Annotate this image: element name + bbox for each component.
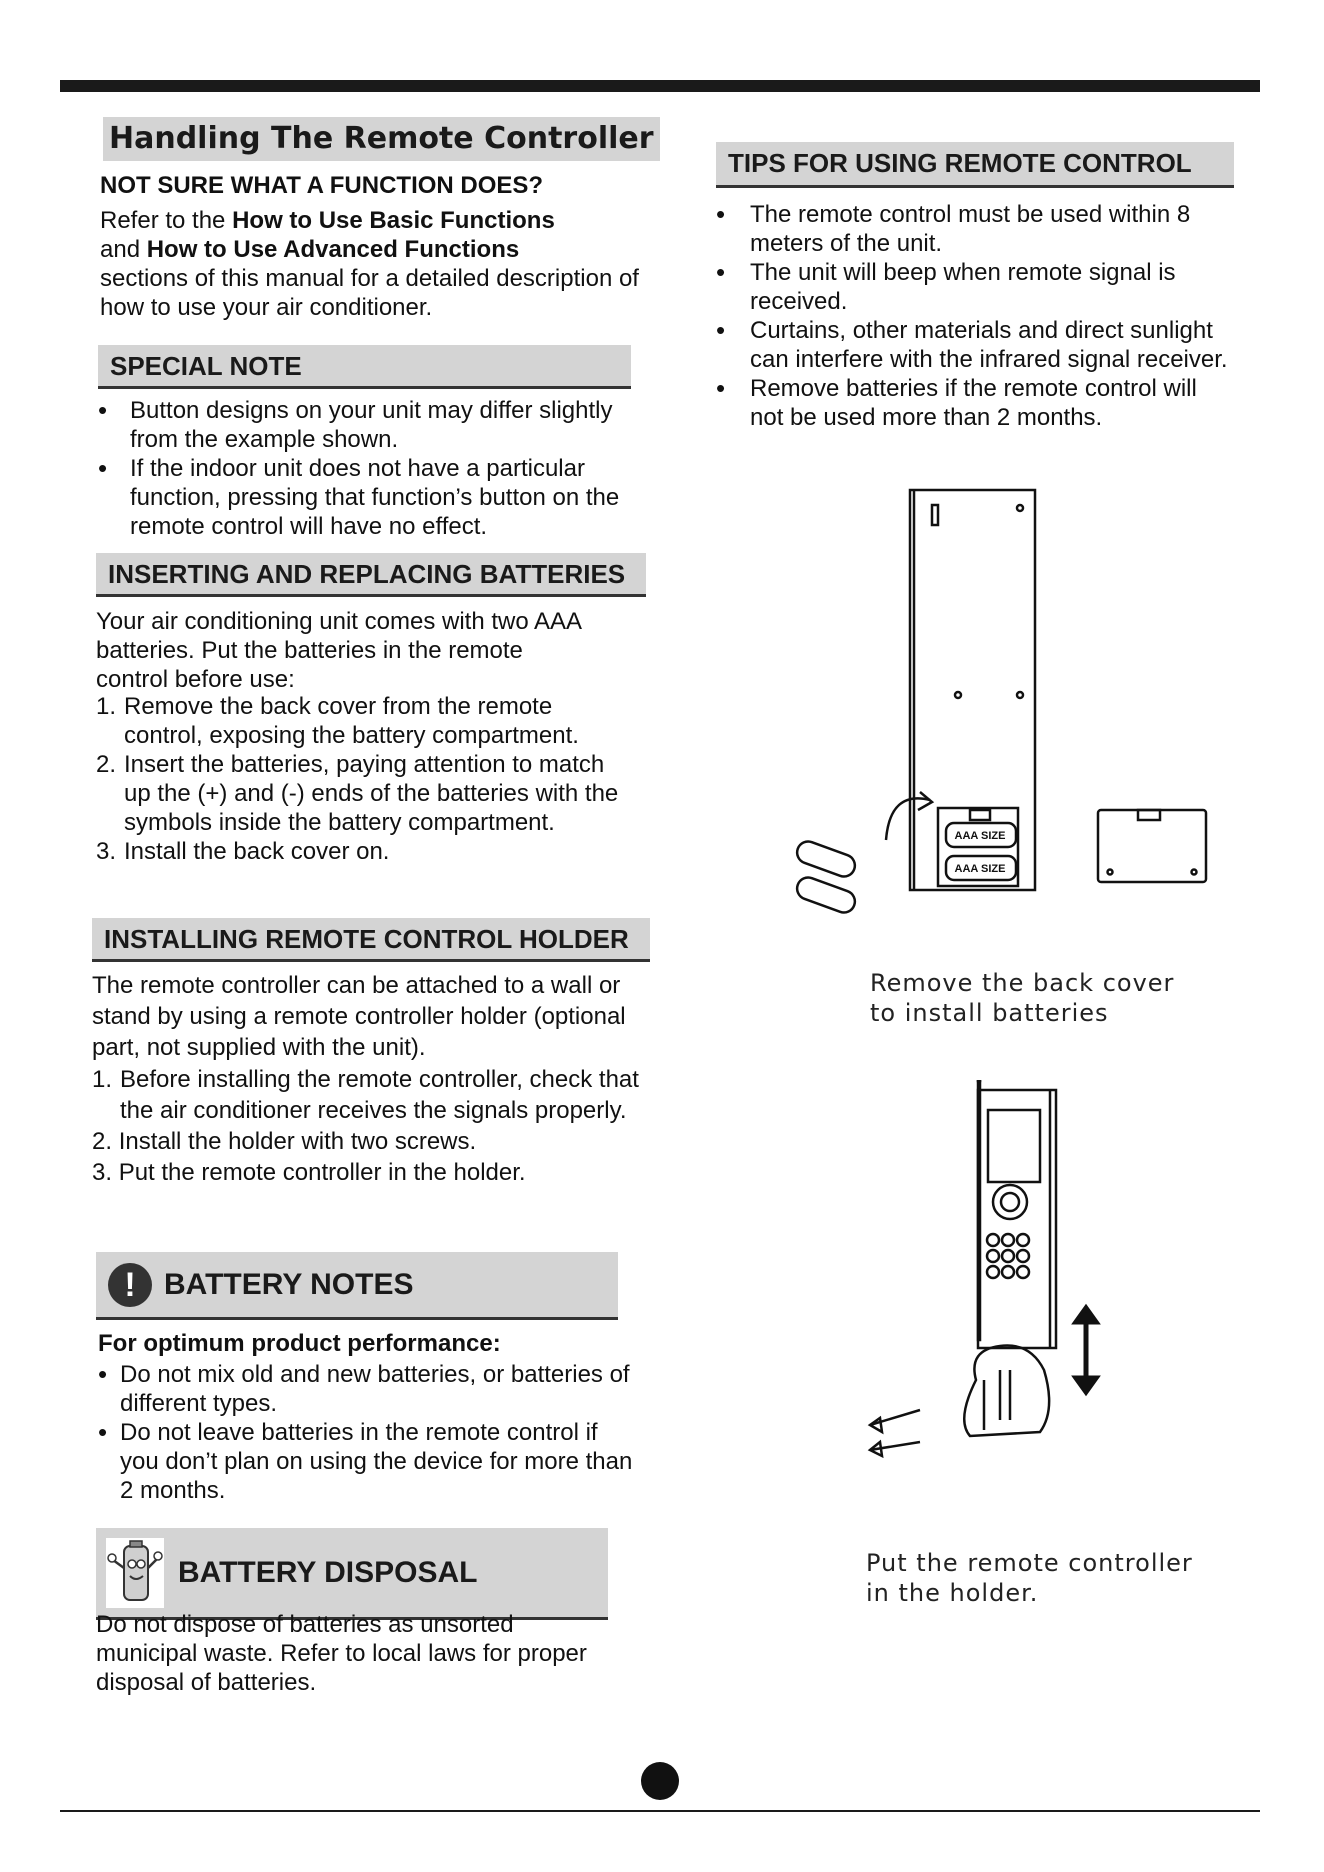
top-rule: [60, 80, 1260, 92]
basic-functions-ref: How to Use Basic Functions: [232, 207, 555, 234]
battery-notes-heading: [96, 1252, 618, 1320]
holder-intro: The remote controller can be attached to a wall or stand by using a remote controller holder (optional part, not supplied with the unit).: [92, 972, 626, 1061]
battery-size-label: AAA SIZE: [954, 830, 1006, 842]
list-item: • Remove batteries if the remote control will not be used more than 2 months.: [716, 374, 1236, 432]
function-heading: NOT SURE WHAT A FUNCTION DOES?: [100, 172, 544, 199]
figure1-caption: [870, 968, 1174, 1028]
battery-disposal-title: BATTERY DISPOSAL: [178, 1555, 478, 1589]
page-title: Handling The Remote Controller: [103, 117, 660, 161]
list-item: • Button designs on your unit may differ slightly from the example shown.: [98, 396, 638, 454]
function-text-2: and: [100, 236, 147, 263]
page-marker-dot: [641, 1762, 679, 1800]
function-text-3: sections of this manual for a detailed description of how to use your air conditioner.: [100, 265, 639, 321]
step-text: Insert the batteries, paying attention to match up the (+) and (-) ends of the batteries with the symbols inside the battery compartment.: [124, 751, 619, 836]
figure2-caption: [866, 1548, 1193, 1608]
list-item: [96, 692, 636, 750]
caption-line: to install batteries: [870, 999, 1109, 1027]
list-item: [92, 1157, 652, 1188]
list-item: • Do not leave batteries in the remote control if you don’t plan on using the device for more than 2 months.: [98, 1418, 638, 1505]
list-item: [96, 750, 636, 837]
battery-disposal-text: Do not dispose of batteries as unsorted municipal waste. Refer to local laws for proper disposal of batteries.: [96, 1611, 587, 1696]
special-note-heading: SPECIAL NOTE: [98, 345, 631, 389]
step-number: 1.: [96, 693, 117, 720]
list-item: • Curtains, other materials and direct sunlight can interfere with the infrared signal receiver.: [716, 316, 1236, 374]
step-number: 3.: [96, 838, 117, 865]
bottom-rule: [60, 1810, 1260, 1812]
remote-holder-illustration: [860, 1080, 1120, 1520]
list-item: [96, 837, 636, 866]
tips-list: [716, 200, 1236, 432]
list-item: • Do not mix old and new batteries, or batteries of different types.: [98, 1360, 638, 1418]
step-number: 2.: [96, 751, 117, 778]
battery-notes-list: [98, 1360, 638, 1505]
list-item: [92, 1126, 652, 1157]
battery-size-label: AAA SIZE: [954, 863, 1006, 875]
list-item: [92, 1064, 652, 1126]
battery-mascot-icon: [106, 1538, 164, 1608]
step-number: 1.: [92, 1066, 113, 1093]
caption-line: in the holder.: [866, 1579, 1039, 1607]
step-text: Before installing the remote controller, check that the air conditioner receives the signals properly.: [120, 1066, 639, 1124]
holder-heading: INSTALLING REMOTE CONTROL HOLDER: [92, 918, 650, 962]
battery-notes-title: BATTERY NOTES: [164, 1267, 414, 1301]
batteries-steps: [96, 692, 636, 866]
battery-disposal-heading: [96, 1528, 608, 1620]
function-paragraph: [100, 206, 640, 322]
tips-heading: TIPS FOR USING REMOTE CONTROL: [716, 142, 1234, 188]
warning-icon: !: [108, 1263, 152, 1307]
step-text: Remove the back cover from the remote control, exposing the battery compartment.: [124, 693, 579, 749]
step-text: Put the remote controller in the holder.: [118, 1159, 526, 1186]
advanced-functions-ref: How to Use Advanced Functions: [146, 236, 520, 263]
list-item: • The remote control must be used within 8 meters of the unit.: [716, 200, 1236, 258]
list-item: • The unit will beep when remote signal is received.: [716, 258, 1236, 316]
batteries-heading: INSERTING AND REPLACING BATTERIES: [96, 553, 646, 597]
function-text-1: Refer to the: [100, 207, 233, 234]
step-text: Install the holder with two screws.: [118, 1128, 477, 1155]
step-number: 3.: [92, 1159, 113, 1186]
batteries-intro: Your air conditioning unit comes with two AAA batteries. Put the batteries in the remote control before use:: [96, 608, 581, 693]
caption-line: Remove the back cover: [870, 969, 1175, 997]
battery-notes-subheading: For optimum product performance:: [98, 1330, 501, 1357]
battery-install-illustration: [780, 480, 1220, 920]
list-item: • If the indoor unit does not have a particular function, pressing that function’s button on the remote control will have no effect.: [98, 454, 638, 541]
step-number: 2.: [92, 1128, 113, 1155]
step-text: Install the back cover on.: [124, 838, 390, 865]
special-note-list: [98, 396, 638, 541]
holder-steps: [92, 1064, 652, 1188]
caption-line: Put the remote controller: [866, 1549, 1193, 1577]
